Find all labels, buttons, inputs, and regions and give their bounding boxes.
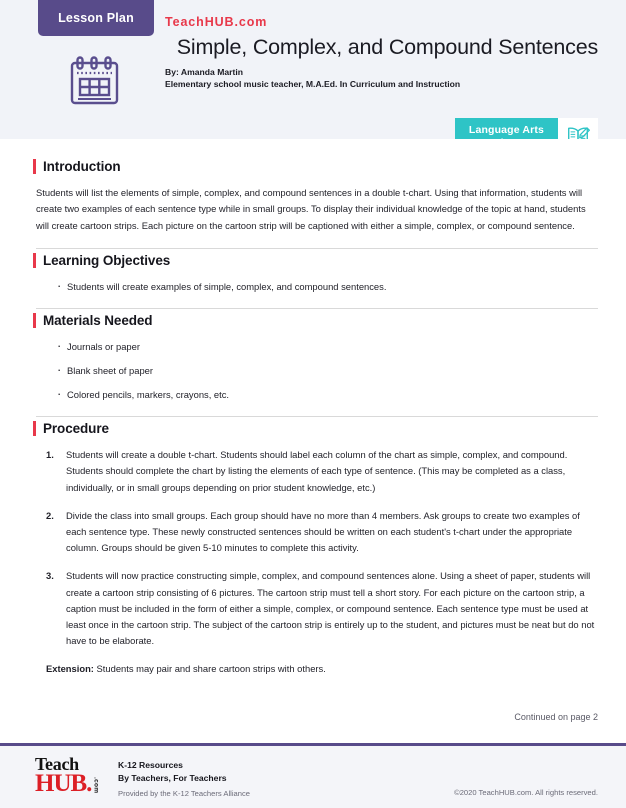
heading-accent-bar xyxy=(33,159,36,174)
lesson-plan-badge-label: Lesson Plan xyxy=(58,11,134,25)
logo-hub-text: HUB. xyxy=(35,770,92,797)
procedure-step: Divide the class into small groups. Each group should have no more than 4 members. Ask groups to create two examples of each sentence type. These newly constructed sentences should be written on each student's t-chart under the appropriate column. Groups should be given 5-10 minutes to complete this activity. xyxy=(66,509,580,554)
heading-accent-bar xyxy=(33,253,36,268)
footer-tagline xyxy=(118,759,250,798)
continued-note: Continued on page 2 xyxy=(514,712,598,722)
procedure-step: Students will now practice constructing simple, complex, and compound sentences alone. Using a sheet of paper, students will create a cartoon strip consisting of 6 pictures. The cartoon strip must tell a short story. For each picture on the cartoon strip, a caption must be included in the form of either a simple, complex, or compound sentence. Each sentence type must be used at least once in the cartoon strip. The subject of the cartoon strip is entirely up to the student, and pictures must be neat but do not have to be elaborate. xyxy=(66,570,595,647)
brand-teachhub: TeachHUB.com xyxy=(165,15,268,29)
list-item: · Journals or paper xyxy=(57,339,598,354)
list-item: · Students will create examples of simple, complex, and compound sentences. xyxy=(57,279,598,294)
introduction-heading xyxy=(33,159,598,174)
materials-needed-list xyxy=(57,339,598,402)
section-introduction xyxy=(33,155,598,234)
learning-objectives-list xyxy=(57,279,598,294)
page-footer xyxy=(0,743,626,808)
extension-text: Students may pair and share cartoon strips with others. xyxy=(93,663,326,675)
introduction-title: Introduction xyxy=(43,159,121,174)
list-item: · Colored pencils, markers, crayons, etc. xyxy=(57,387,598,402)
section-learning-objectives xyxy=(33,249,598,294)
page-header xyxy=(0,0,626,139)
lesson-plan-badge xyxy=(38,0,154,36)
copyright-text: ©2020 TeachHUB.com. All rights reserved. xyxy=(454,788,598,797)
introduction-body: Students will list the elements of simple, complex, and compound sentences in a double t-chart. Using that information, students will create two examples of each sentence type while in small groups. To display their individual knowledge of the topic at hand, students will create cartoon strips. Each picture on the cartoon strip will be captioned with either a simple, complex, or compound sentence. xyxy=(36,187,586,231)
section-procedure xyxy=(33,417,598,676)
procedure-heading xyxy=(33,421,598,436)
author-name: By: Amanda Martin xyxy=(165,67,243,77)
calendar-icon xyxy=(66,56,123,108)
footer-line-1: K-12 Resources xyxy=(118,760,183,770)
logo-hub-row xyxy=(35,772,111,795)
extension-label: Extension: xyxy=(46,663,94,675)
author-credentials: Elementary school music teacher, M.A.Ed. In Curriculum and Instruction xyxy=(165,78,461,89)
procedure-step: Students will create a double t-chart. Students should label each column of the chart as simple, complex, and compound. Students should complete the chart by listing the elements of each type of sentence. (This may be completed as a class, individually, or in small groups depending on prior student knowledge, etc.) xyxy=(66,449,568,493)
logo-com-text: .com xyxy=(92,776,100,793)
materials-needed-heading xyxy=(33,313,598,328)
learning-objectives-heading xyxy=(33,253,598,268)
procedure-title: Procedure xyxy=(43,421,109,437)
footer-line-2: By Teachers, For Teachers xyxy=(118,772,227,783)
list-item: · Blank sheet of paper xyxy=(57,363,598,378)
footer-line-3: Provided by the K-12 Teachers Alliance xyxy=(118,789,250,798)
page-title: Simple, Complex, and Compound Sentences xyxy=(176,35,598,59)
heading-accent-bar xyxy=(33,421,36,436)
learning-objectives-title: Learning Objectives xyxy=(43,253,171,269)
heading-accent-bar xyxy=(33,313,36,328)
document-body xyxy=(0,139,626,676)
materials-needed-title: Materials Needed xyxy=(43,313,153,329)
section-materials-needed xyxy=(33,309,598,402)
subject-label: Language Arts xyxy=(468,124,544,136)
extension-note xyxy=(46,661,598,676)
procedure-steps xyxy=(46,447,598,649)
author-block xyxy=(165,67,460,90)
logo-teach-text: Teach xyxy=(35,754,79,774)
teachhub-logo xyxy=(35,756,111,800)
